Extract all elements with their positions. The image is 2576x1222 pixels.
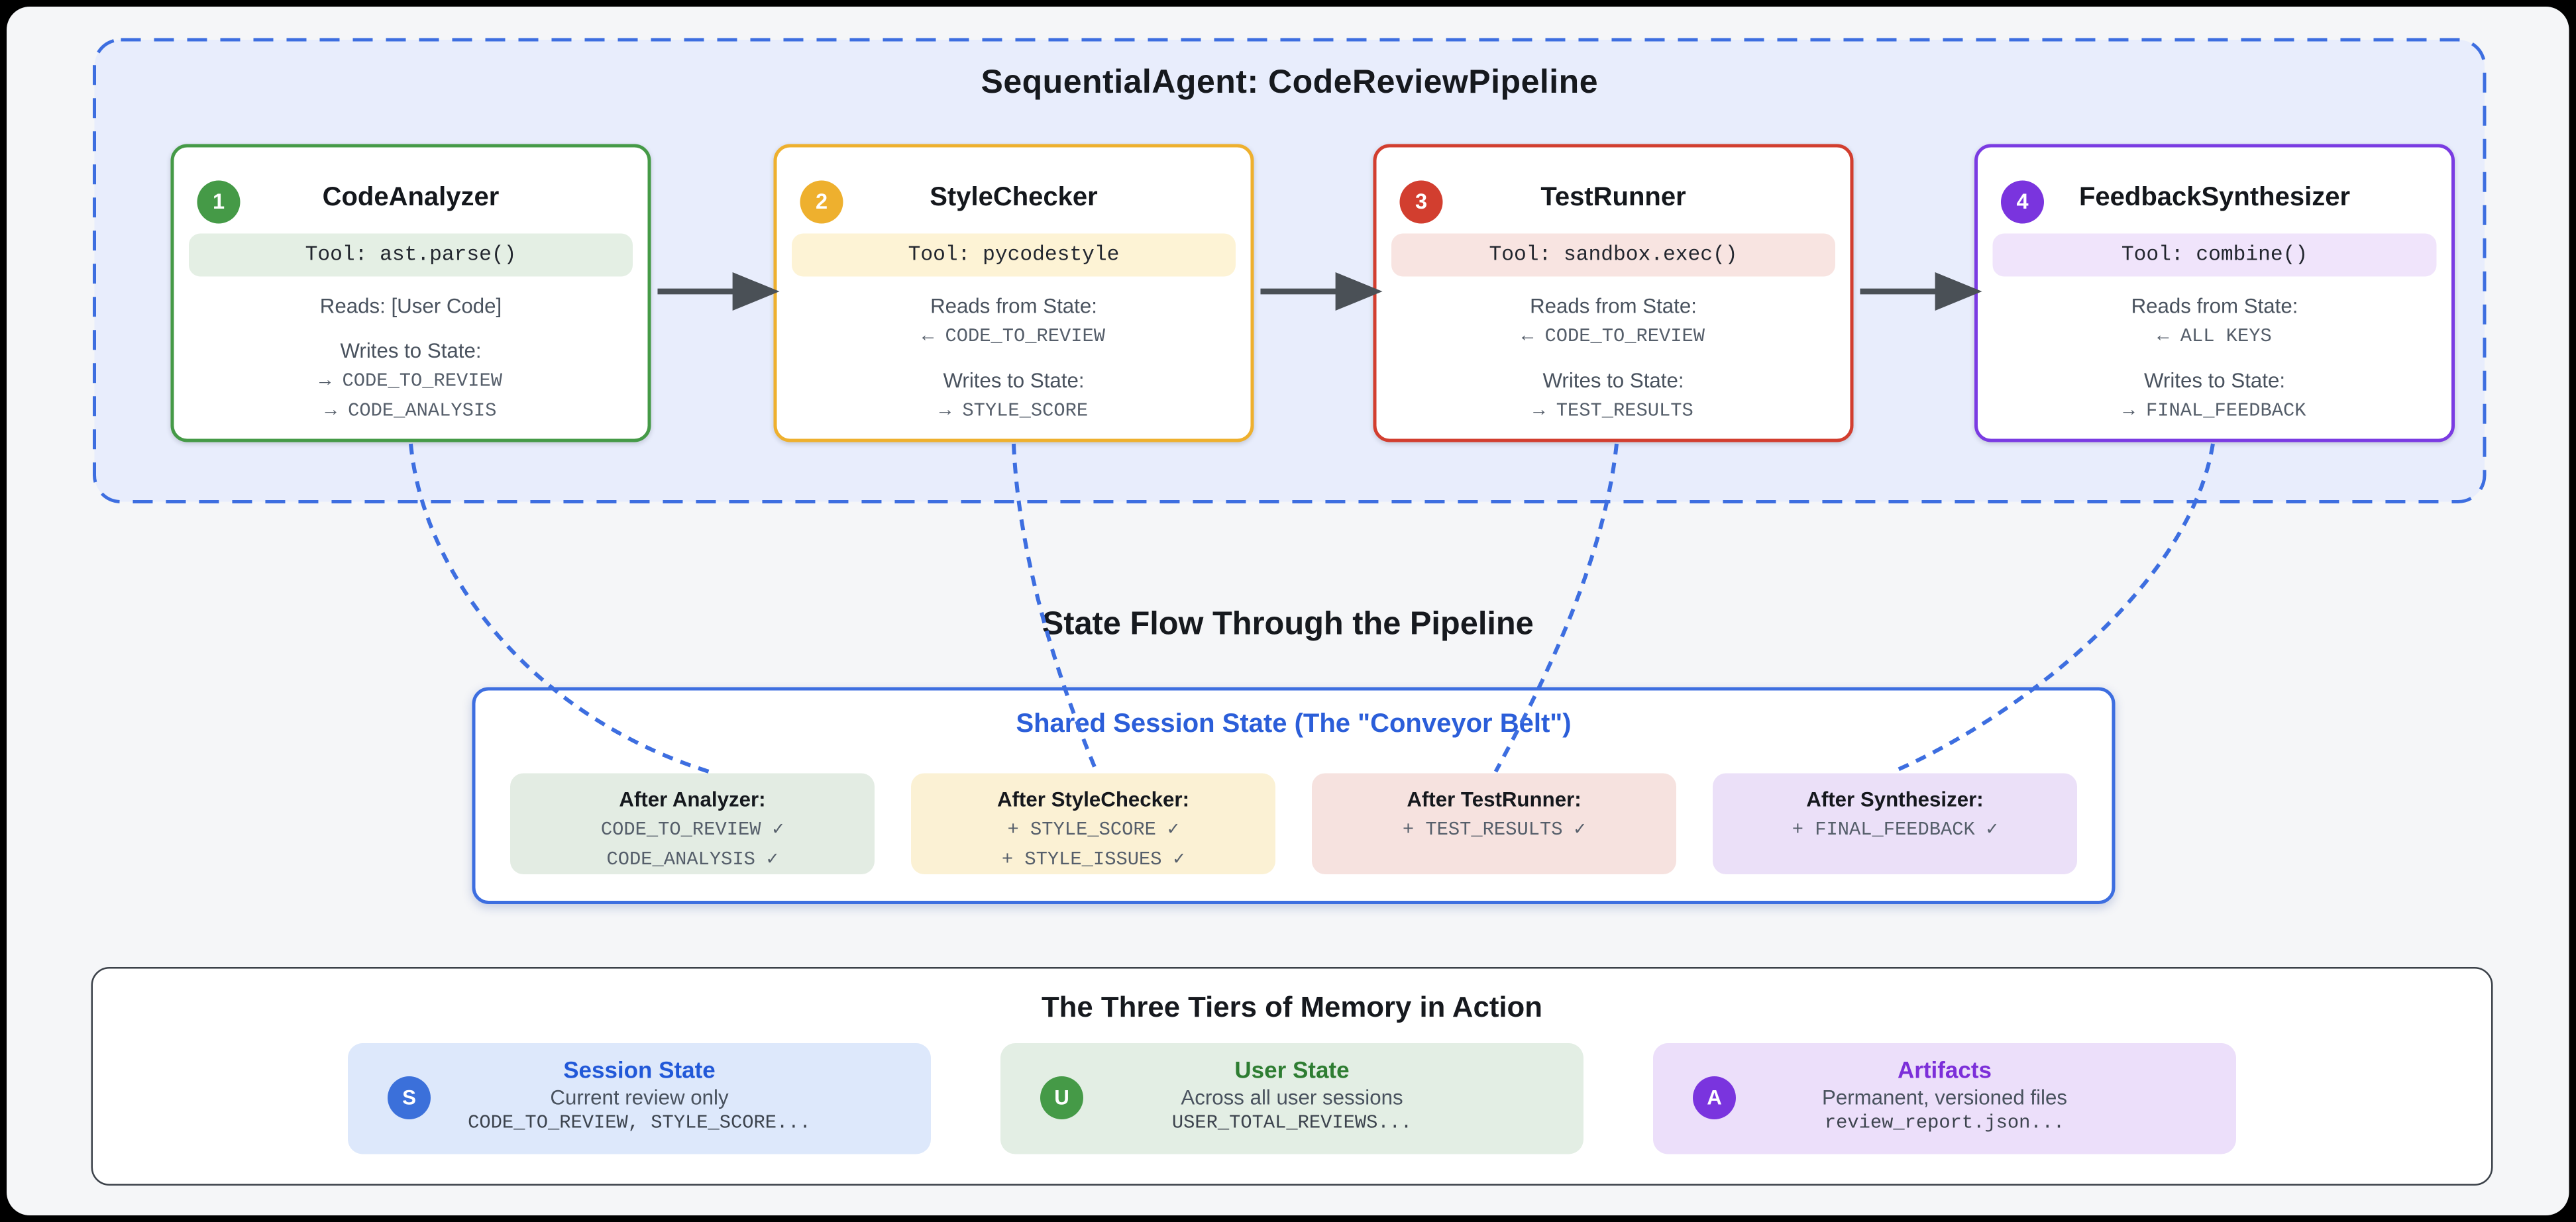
state-key: + FINAL_FEEDBACK ✓ [1792, 819, 1998, 841]
state-key: CODE_ANALYSIS ✓ [606, 849, 778, 871]
tier-description: Across all user sessions [1181, 1086, 1403, 1109]
agent-writes-key: → FINAL_FEEDBACK [2123, 401, 2306, 423]
state-tile-title: After Analyzer: [619, 788, 766, 811]
agent-writes-label: Writes to State: [2143, 369, 2286, 393]
memory-chip-artifacts [1653, 1043, 2236, 1154]
agent-name: TestRunner [1540, 183, 1686, 212]
agent-card-codeanalyzer [171, 144, 651, 442]
state-tile-after-stylechecker [911, 774, 1275, 875]
agent-reads-key: ← CODE_TO_REVIEW [922, 326, 1106, 348]
memory-tiers-title: The Three Tiers of Memory in Action [1041, 990, 1543, 1023]
agent-name: CodeAnalyzer [322, 183, 500, 212]
tier-name: User State [1234, 1056, 1350, 1083]
session-state-icon: S [388, 1076, 431, 1119]
agent-writes-key: → TEST_RESULTS [1533, 401, 1693, 423]
memory-chip-user-state [1000, 1043, 1583, 1154]
state-key: CODE_TO_REVIEW ✓ [600, 819, 784, 841]
state-tile-title: After StyleChecker: [996, 788, 1189, 811]
pipeline-title: SequentialAgent: CodeReviewPipeline [981, 64, 1599, 101]
tier-keys: review_report.json... [1824, 1113, 2065, 1135]
state-tile-title: After Synthesizer: [1806, 788, 1984, 811]
agent-reads-key: ← ALL KEYS [2157, 326, 2272, 348]
agent-tool-pill: Tool: sandbox.exec() [1391, 234, 1835, 277]
state-tiles-row [510, 774, 2077, 875]
state-tile-after-synthesizer [1713, 774, 2077, 875]
memory-chip-session-state [348, 1043, 931, 1154]
agent-card-testrunner [1373, 144, 1854, 442]
agent-tool-pill: Tool: ast.parse() [189, 234, 633, 277]
agent-card-feedbacksynthesizer [1974, 144, 2455, 442]
artifacts-icon: A [1693, 1076, 1736, 1119]
memory-tiers-panel [91, 967, 2493, 1186]
tier-keys: USER_TOTAL_REVIEWS... [1171, 1113, 1413, 1135]
agent-writes-label: Writes to State: [943, 369, 1085, 393]
shared-session-state-title: Shared Session State (The "Conveyor Belt") [1016, 710, 1572, 738]
agent-reads-key: ← CODE_TO_REVIEW [1521, 326, 1705, 348]
user-state-icon: U [1040, 1076, 1083, 1119]
agent-writes-key: → CODE_ANALYSIS [325, 401, 497, 423]
agent-reads-label: Reads from State: [930, 295, 1097, 318]
state-tile-title: After TestRunner: [1407, 788, 1582, 811]
tier-name: Session State [563, 1056, 716, 1083]
agent-reads-label: Reads from State: [2131, 295, 2298, 318]
tier-description: Current review only [550, 1086, 729, 1109]
agent-number-badge: 4 [2001, 181, 2044, 224]
state-key: + STYLE_ISSUES ✓ [1001, 849, 1185, 871]
tier-description: Permanent, versioned files [1822, 1086, 2067, 1109]
agent-reads-label: Reads from State: [1530, 295, 1697, 318]
tier-keys: CODE_TO_REVIEW, STYLE_SCORE... [468, 1113, 811, 1135]
agent-writes-label: Writes to State: [340, 339, 482, 363]
shared-session-state-box [472, 687, 2116, 905]
agent-writes-key: → CODE_TO_REVIEW [319, 371, 503, 393]
agent-number-badge: 1 [197, 181, 241, 224]
agent-reads-label: Reads: [User Code] [319, 295, 502, 318]
agent-number-badge: 2 [800, 181, 843, 224]
state-tile-after-testrunner [1312, 774, 1676, 875]
state-tile-after-analyzer [510, 774, 875, 875]
agent-name: StyleChecker [930, 183, 1098, 212]
agent-card-stylechecker [774, 144, 1254, 442]
state-key: + TEST_RESULTS ✓ [1402, 819, 1586, 841]
agent-name: FeedbackSynthesizer [2078, 183, 2351, 212]
state-flow-title: State Flow Through the Pipeline [1042, 606, 1534, 642]
tier-name: Artifacts [1897, 1056, 1992, 1083]
agent-tool-pill: Tool: pycodestyle [792, 234, 1236, 277]
agent-number-badge: 3 [1400, 181, 1443, 224]
agent-tool-pill: Tool: combine() [1993, 234, 2437, 277]
memory-chips-row [93, 1043, 2491, 1154]
agent-writes-label: Writes to State: [1542, 369, 1684, 393]
state-key: + STYLE_SCORE ✓ [1007, 819, 1179, 841]
agent-writes-key: → STYLE_SCORE [939, 401, 1089, 423]
